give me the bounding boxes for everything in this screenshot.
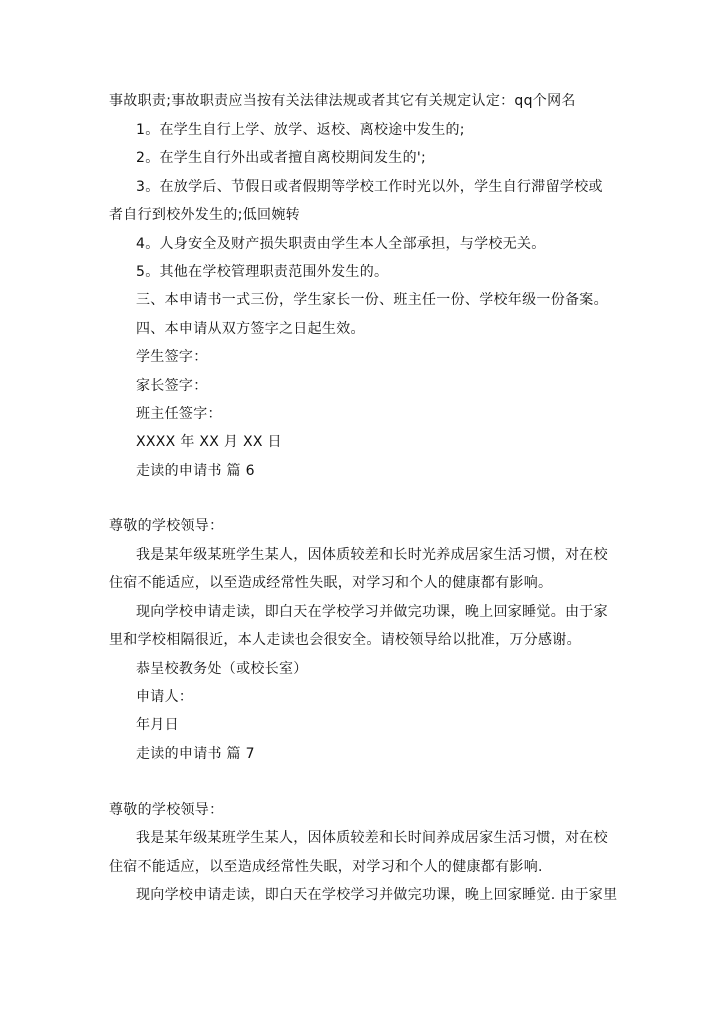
text-line: 里和学校相隔很近，本人走读也会很安全。请校领导给以批准，万分感谢。	[109, 632, 581, 648]
date-line: 年月日	[136, 717, 179, 733]
signature-label: 家长签字：	[136, 378, 208, 394]
text-line: 恭呈校教务处（或校长室）	[136, 661, 308, 677]
text-line: 四、本申请从双方签字之日起生效。	[136, 321, 365, 337]
text-line: 现向学校申请走读，即白天在学校学习并做完功课，晚上回家睡觉. 由于家里	[136, 887, 618, 903]
section-heading: 走读的申请书 篇 6	[136, 463, 255, 479]
text-line: 1。在学生自行上学、放学、返校、离校途中发生的;	[136, 122, 465, 138]
text-line: 住宿不能适应，以至造成经常性失眠，对学习和个人的健康都有影响.	[109, 859, 543, 875]
text-line: 4。人身安全及财产损失职责由学生本人全部承担，与学校无关。	[136, 236, 546, 252]
salutation: 尊敬的学校领导：	[109, 802, 224, 818]
signature-label: 申请人：	[136, 689, 194, 705]
salutation: 尊敬的学校领导：	[109, 518, 224, 534]
text-line: 事故职责;事故职责应当按有关法律法规或者其它有关规定认定：qq个网名	[109, 93, 576, 109]
text-line: 三、本申请书一式三份，学生家长一份、班主任一份、学校年级一份备案。	[136, 292, 608, 308]
date-line: XXXX 年 XX 月 XX 日	[136, 434, 282, 450]
text-line: 我是某年级某班学生某人，因体质较差和长时间养成居家生活习惯，对在校	[136, 830, 608, 846]
text-line: 5。其他在学校管理职责范围外发生的。	[136, 264, 389, 280]
text-line: 现向学校申请走读，即白天在学校学习并做完功课，晚上回家睡觉。由于家	[136, 604, 608, 620]
text-line: 者自行到校外发生的;低回婉转	[109, 207, 300, 223]
signature-label: 学生签字：	[136, 349, 208, 365]
signature-label: 班主任签字：	[136, 406, 222, 422]
text-line: 我是某年级某班学生某人，因体质较差和长时光养成居家生活习惯，对在校	[136, 547, 608, 563]
text-line: 3。在放学后、节假日或者假期等学校工作时光以外，学生自行滞留学校或	[136, 179, 603, 195]
text-line: 2。在学生自行外出或者擅自离校期间发生的';	[136, 150, 427, 166]
text-line: 住宿不能适应，以至造成经常性失眠，对学习和个人的健康都有影响。	[109, 575, 553, 591]
section-heading: 走读的申请书 篇 7	[136, 746, 255, 762]
